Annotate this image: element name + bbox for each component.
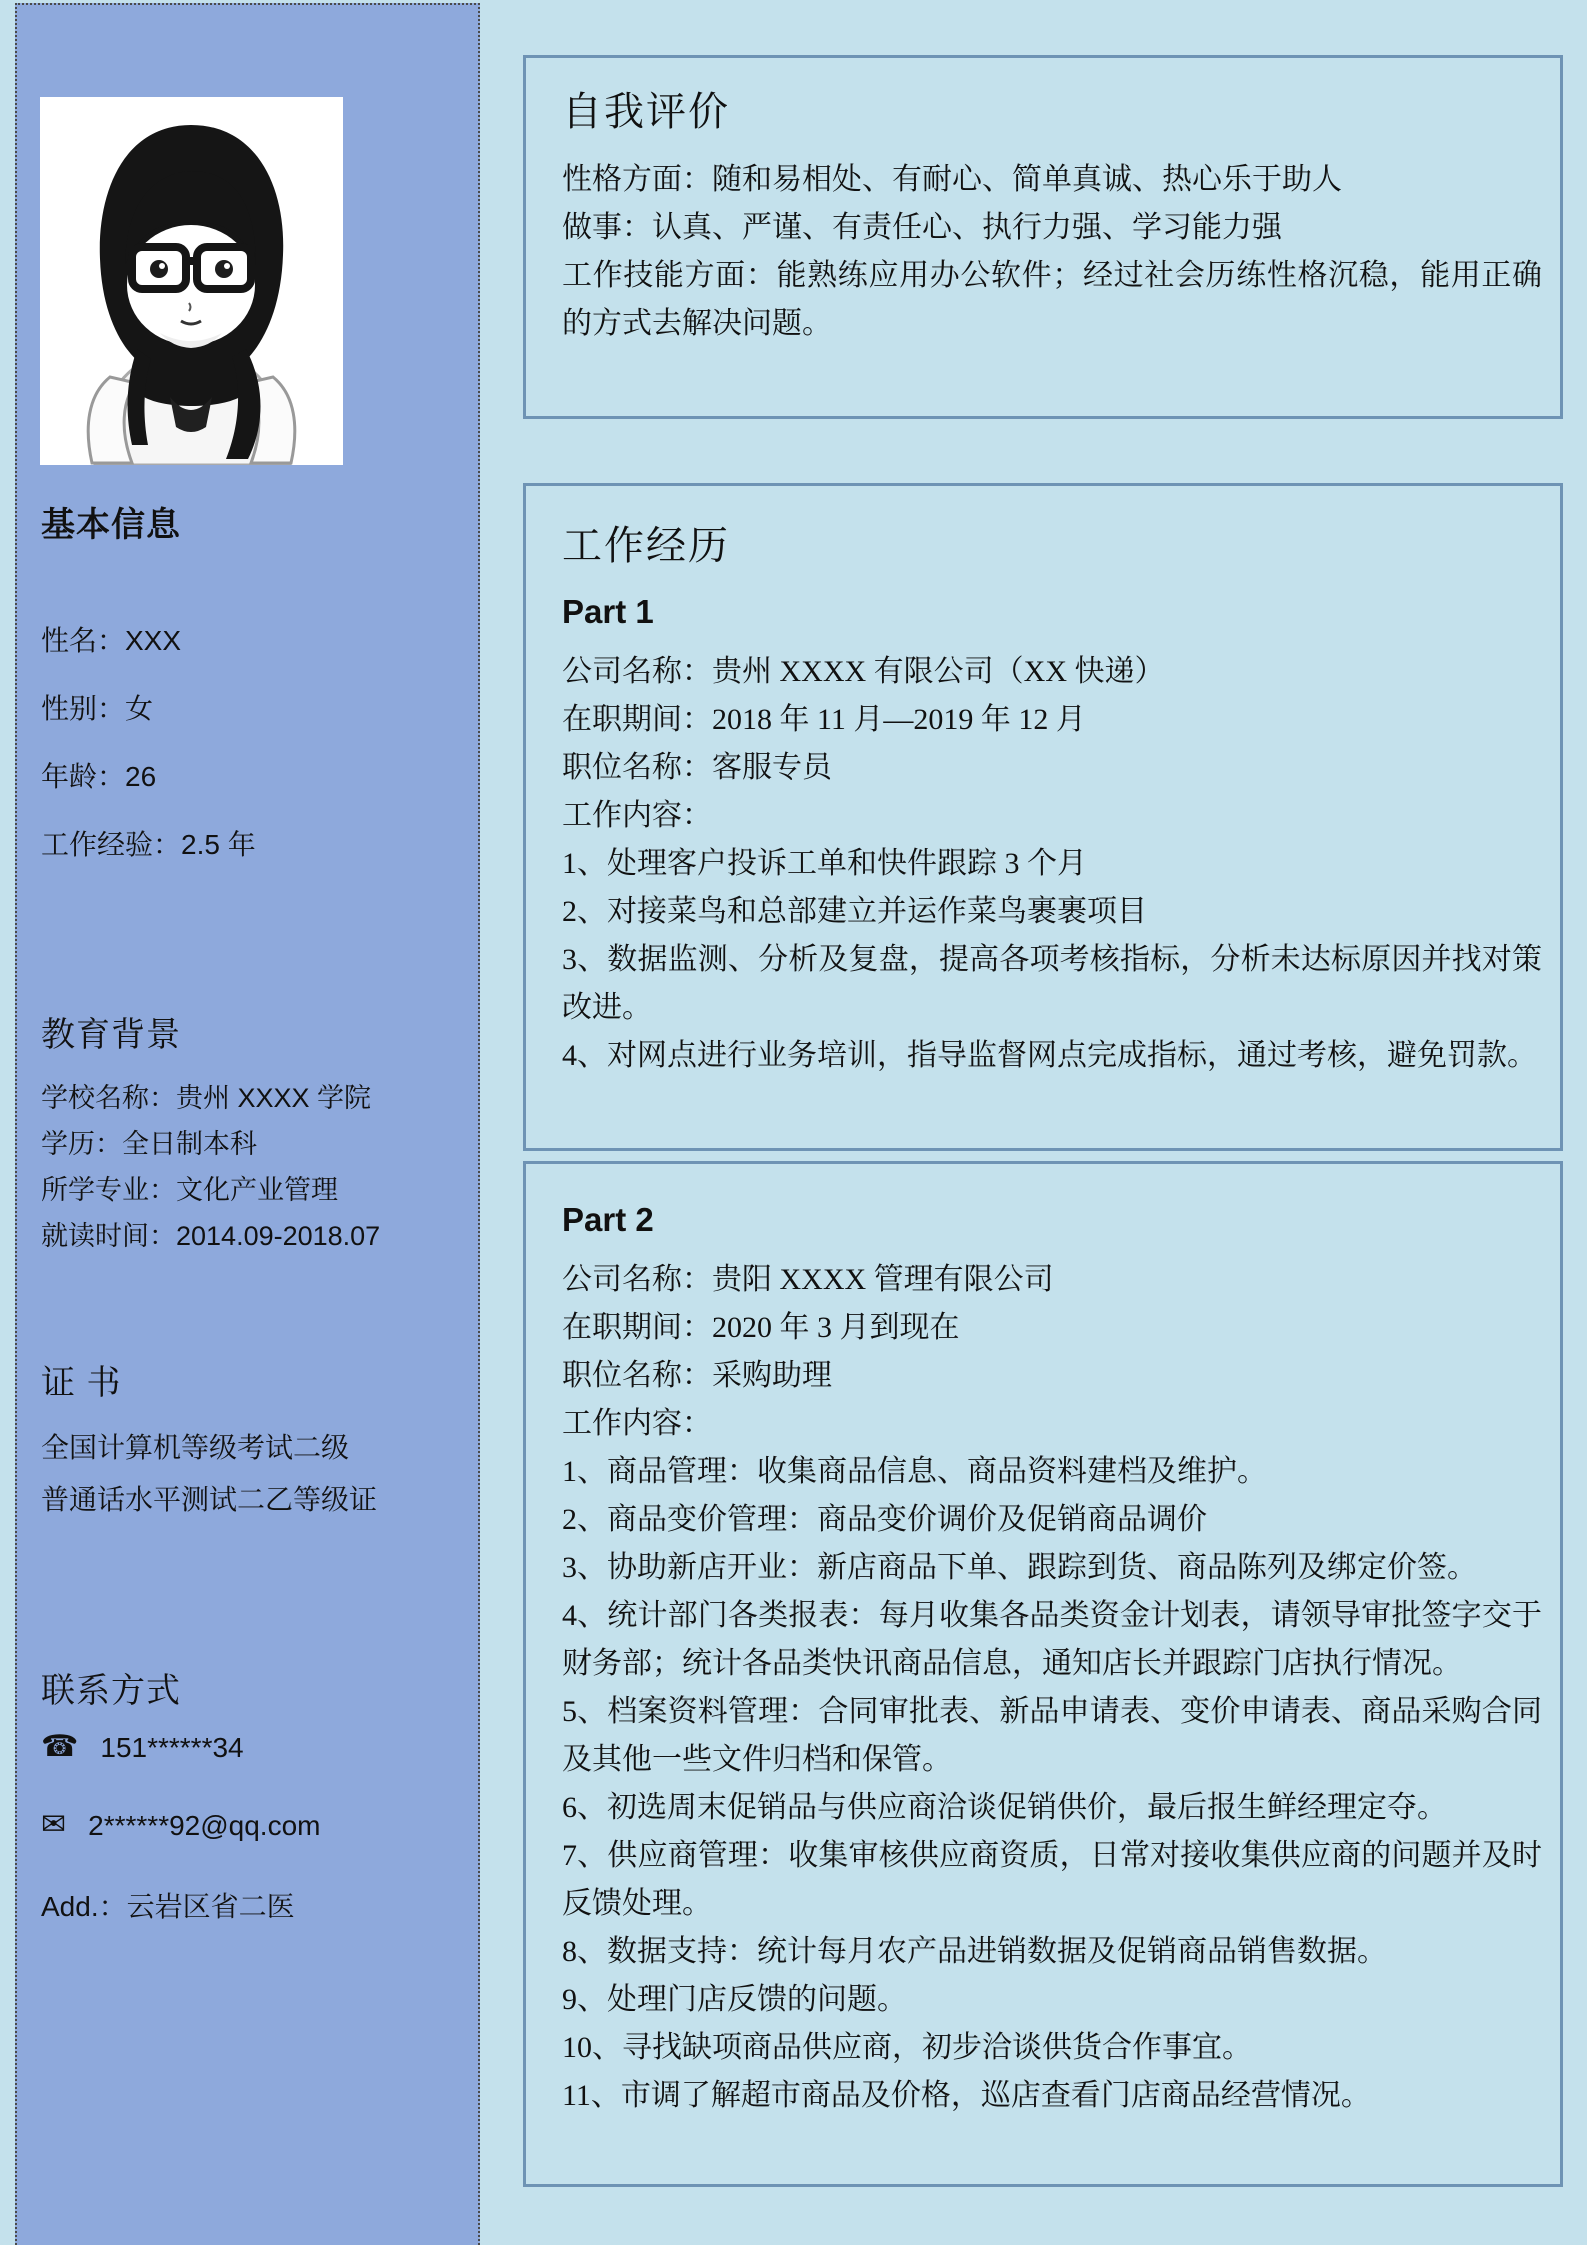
work-experience-box — [523, 483, 1563, 1151]
part2-duty: 5、档案资料管理：合同审批表、新品申请表、变价申请表、商品采购合同及其他一些文件归档和保管。 — [562, 1695, 1542, 1776]
part1-position: 职位名称：客服专员 — [562, 751, 832, 784]
contact-list — [41, 1729, 462, 1965]
contact-address: 云岩区省二医 — [126, 1892, 295, 1923]
part2-duty: 10、寻找缺项商品供应商，初步洽谈供货合作事宜。 — [562, 2031, 1252, 2064]
work-experience-title: 工作经历 — [562, 523, 730, 568]
education-list — [41, 1081, 462, 1265]
basic-info-title: 基本信息 — [41, 506, 181, 544]
part1-period: 在职期间：2018 年 11 月—2019 年 12 月 — [562, 703, 1086, 736]
cartoon-girl-illustration — [40, 97, 343, 465]
part1-duty: 4、对网点进行业务培训，指导监督网点完成指标，通过考核，避免罚款。 — [562, 1039, 1537, 1072]
basic-info-age: 年龄：26 — [41, 761, 157, 792]
basic-info-list — [41, 623, 462, 895]
contact-phone-row — [41, 1729, 462, 1767]
education-degree: 学历：全日制本科 — [41, 1129, 257, 1159]
contact-title: 联系方式 — [41, 1672, 181, 1710]
part1-duty: 3、数据监测、分析及复盘，提高各项考核指标，分析未达标原因并找对策改进。 — [562, 943, 1542, 1024]
self-evaluation-line: 做事：认真、严谨、有责任心、执行力强、学习能力强 — [562, 211, 1282, 244]
basic-info-name: 性名：XXX — [41, 625, 182, 656]
sidebar — [15, 3, 480, 2245]
part2-duty: 8、数据支持：统计每月农产品进销数据及促销商品销售数据。 — [562, 1935, 1387, 1968]
education-title: 教育背景 — [41, 1016, 181, 1054]
part2-duty: 3、协助新店开业：新店商品下单、跟踪到货、商品陈列及绑定价签。 — [562, 1551, 1477, 1584]
contact-email: 2******92@qq.com — [88, 1810, 321, 1841]
certificate-item: 普通话水平测试二乙等级证 — [41, 1484, 378, 1515]
contact-email-row — [41, 1807, 462, 1845]
part2-position: 职位名称：采购助理 — [562, 1359, 832, 1392]
part2-duty: 9、处理门店反馈的问题。 — [562, 1983, 907, 2016]
part2-duty: 4、统计部门各类报表：每月收集各品类资金计划表，请领导审批签字交于财务部；统计各品类快讯商品信息，通知店长并跟踪门店执行情况。 — [562, 1599, 1542, 1680]
self-evaluation-box — [523, 55, 1563, 419]
basic-info-gender: 性别：女 — [41, 693, 154, 724]
part1-company: 公司名称：贵州 XXXX 有限公司（XX 快递） — [562, 655, 1165, 688]
contact-phone: 151******34 — [100, 1732, 244, 1763]
part2-duty: 1、商品管理：收集商品信息、商品资料建档及维护。 — [562, 1455, 1267, 1488]
email-icon: ✉ — [41, 1807, 67, 1842]
part2-duty: 7、供应商管理：收集审核供应商资质，日常对接收集供应商的问题并及时反馈处理。 — [562, 1839, 1542, 1920]
work-experience-part2-box — [523, 1161, 1563, 2187]
self-evaluation-line: 工作技能方面：能熟练应用办公软件；经过社会历练性格沉稳，能用正确的方式去解决问题。 — [562, 259, 1542, 340]
part2-duty: 2、商品变价管理：商品变价调价及促销商品调价 — [562, 1503, 1207, 1536]
certificates-title: 证 书 — [41, 1364, 122, 1402]
certificate-item: 全国计算机等级考试二级 — [41, 1432, 350, 1463]
basic-info-experience: 工作经验：2.5 年 — [41, 829, 256, 860]
part1-duties-label: 工作内容： — [562, 799, 712, 832]
certificates-list — [41, 1431, 462, 1535]
part2-duty: 11、市调了解超市商品及价格，巡店查看门店商品经营情况。 — [562, 2079, 1371, 2112]
self-evaluation-line: 性格方面：随和易相处、有耐心、简单真诚、热心乐于助人 — [562, 163, 1342, 196]
education-period: 就读时间：2014.09-2018.07 — [41, 1221, 381, 1251]
education-school: 学校名称：贵州 XXXX 学院 — [41, 1083, 372, 1113]
part2-duties-label: 工作内容： — [562, 1407, 712, 1440]
address-label: Add.： — [41, 1891, 127, 1922]
part1-duty: 1、处理客户投诉工单和快件跟踪 3 个月 — [562, 847, 1087, 880]
part2-heading: Part 2 — [562, 1201, 654, 1238]
part2-company: 公司名称：贵阳 XXXX 管理有限公司 — [562, 1263, 1054, 1296]
part2-period: 在职期间：2020 年 3 月到现在 — [562, 1311, 960, 1344]
self-evaluation-title: 自我评价 — [562, 89, 730, 134]
main-content — [523, 55, 1563, 2187]
part2-duty: 6、初选周末促销品与供应商洽谈促销供价，最后报生鲜经理定夺。 — [562, 1791, 1447, 1824]
contact-address-row — [41, 1885, 462, 1925]
phone-icon: ☎ — [41, 1729, 79, 1764]
profile-photo — [40, 97, 343, 465]
part1-duty: 2、对接菜鸟和总部建立并运作菜鸟裹裹项目 — [562, 895, 1147, 928]
education-major: 所学专业：文化产业管理 — [41, 1175, 338, 1205]
part1-heading: Part 1 — [562, 593, 654, 630]
